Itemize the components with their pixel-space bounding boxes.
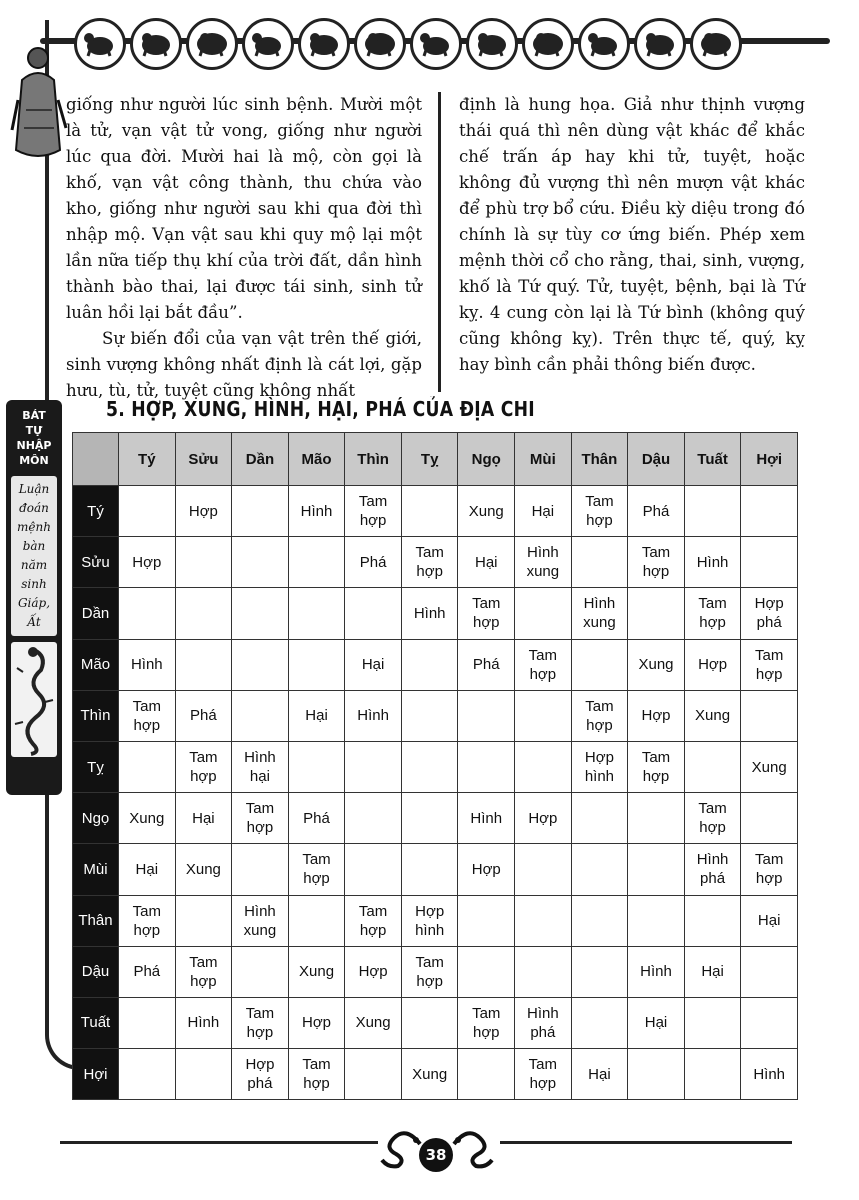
table-cell [288,741,345,792]
table-cell: Hình phá [515,997,572,1048]
series-title [6,400,62,468]
table-cell [571,895,628,946]
table-cell [628,1049,685,1100]
table-cell [175,588,232,639]
snake-icon [354,18,406,70]
chapter-subtitle-line: Giáp, [17,596,51,610]
body-left-column [66,92,422,404]
chapter-subtitle-line: mệnh [17,520,51,534]
table-cell [515,946,572,997]
table-cell [232,690,289,741]
table-cell [401,793,458,844]
series-title-line: MÔN [19,454,49,467]
table-row [73,1049,798,1100]
table-row [73,895,798,946]
table-cell: Tam hợp [515,1049,572,1100]
table-cell: Xung [175,844,232,895]
table-cell: Hợp [515,793,572,844]
table-cell [119,1049,176,1100]
series-title-line: BÁT [22,409,46,422]
table-cell: Hình xung [571,588,628,639]
table-cell: Hợp [458,844,515,895]
table-cell [345,741,402,792]
table-cell [232,537,289,588]
table-cell: Hợp [345,946,402,997]
row-header: Tuất [73,997,119,1048]
table-cell: Hại [515,486,572,537]
column-header: Tỵ [401,433,458,486]
ox-icon [130,18,182,70]
table-cell [401,690,458,741]
table-cell [175,1049,232,1100]
table-cell [628,895,685,946]
column-header: Tý [119,433,176,486]
chapter-subtitle-line: đoán [19,501,49,515]
table-cell: Tam hợp [684,793,741,844]
table-cell: Hại [458,537,515,588]
table-row [73,486,798,537]
table-cell: Tam hợp [458,997,515,1048]
left-dragon-ornament-icon [376,1118,424,1170]
table-cell [571,537,628,588]
table-cell: Phá [458,639,515,690]
table-cell: Tam hợp [458,588,515,639]
row-header: Dần [73,588,119,639]
table-cell: Phá [119,946,176,997]
table-cell: Hình phá [684,844,741,895]
table-cell [571,997,628,1048]
table-cell: Hình [345,690,402,741]
table-cell: Phá [175,690,232,741]
table-cell [288,639,345,690]
table-cell: Xung [458,486,515,537]
table-cell [571,793,628,844]
horse-icon [410,18,462,70]
table-cell [175,895,232,946]
table-cell [232,639,289,690]
table-cell: Tam hợp [119,690,176,741]
table-cell: Tam hợp [401,537,458,588]
table-row [73,639,798,690]
body-right-column [459,92,805,378]
table-cell [119,588,176,639]
table-cell: Tam hợp [571,690,628,741]
table-cell: Hình hại [232,741,289,792]
table-row [73,537,798,588]
table-row [73,844,798,895]
table-cell [458,1049,515,1100]
row-header: Dậu [73,946,119,997]
table-cell: Hình [288,486,345,537]
table-cell [741,537,798,588]
table-cell [288,588,345,639]
table-cell: Hợp [119,537,176,588]
row-header: Mão [73,639,119,690]
chapter-subtitle-line: Ất [27,615,41,629]
table-cell: Hại [345,639,402,690]
table-cell [684,895,741,946]
table-cell: Hại [571,1049,628,1100]
row-header: Hợi [73,1049,119,1100]
column-header: Thìn [345,433,402,486]
table-cell [571,844,628,895]
table-cell [684,486,741,537]
table-cell [515,895,572,946]
column-header: Tuất [684,433,741,486]
table-cell [515,690,572,741]
table-cell: Hợp phá [741,588,798,639]
table-cell: Phá [628,486,685,537]
table-cell: Tam hợp [571,486,628,537]
table-row [73,793,798,844]
table-cell [458,690,515,741]
section-title: 5. HỢP, XUNG, HÌNH, HẠI, PHÁ CỦA ĐỊA CHI [106,397,535,421]
table-cell: Hại [741,895,798,946]
table-cell [288,537,345,588]
table-cell [232,588,289,639]
table-cell [684,997,741,1048]
series-title-line: NHẬP [16,439,52,452]
table-header-row [73,433,798,486]
column-header: Thân [571,433,628,486]
table-cell: Hình [401,588,458,639]
page-number: 38 [419,1138,453,1172]
table-cell: Tam hợp [119,895,176,946]
footer-rule-right [500,1141,792,1144]
table-cell: Hợp [628,690,685,741]
table-cell: Xung [684,690,741,741]
table-cell: Hại [119,844,176,895]
body-paragraph: định là hung họa. Giả như thịnh vượng thái quá thì nên dùng vật khác để khắc chế trấn áp hay khi tử, tuyệt, hoặc không đủ vượng thì nên mượn vật khác để phù trợ bổ cứu. Điều kỳ diệu trong đó chính là sự tùy cơ ứng biến. Phép xem mệnh thời cổ cho rằng, thai, sinh, vượng, khố là Tứ quý. Tử, tuyệt, bệnh, bại là Tứ kỵ. 4 cung còn lại là Tứ bình (không quý cũng không kỵ). Trên thực tế, quý, kỵ hay bình cần phải thông biến được. [459,95,805,374]
table-cell: Hình [684,537,741,588]
table-cell [741,997,798,1048]
body-paragraph: Sự biến đổi của vạn vật trên thế giới, sinh vượng không nhất định là cát lợi, gặp hưu, tù, tử, tuyệt cũng không nhất [66,329,422,400]
table-cell: Hại [684,946,741,997]
row-header: Ngọ [73,793,119,844]
table-cell [684,1049,741,1100]
table-cell: Hình [628,946,685,997]
table-cell: Xung [628,639,685,690]
table-cell: Hợp hình [401,895,458,946]
table-cell [571,639,628,690]
table-cell: Phá [345,537,402,588]
table-cell: Hình xung [232,895,289,946]
table-cell [515,844,572,895]
table-cell [628,588,685,639]
table-cell [628,844,685,895]
footer-rule-left [60,1141,378,1144]
table-cell: Hình [458,793,515,844]
table-cell: Tam hợp [175,946,232,997]
table-cell [232,844,289,895]
table-cell [345,844,402,895]
table-cell: Tam hợp [401,946,458,997]
table-cell: Tam hợp [175,741,232,792]
table-cell: Phá [288,793,345,844]
dragon-icon [298,18,350,70]
table-cell: Hợp hình [571,741,628,792]
table-cell: Hợp [175,486,232,537]
tiger-face-icon [242,18,294,70]
table-cell [741,793,798,844]
sage-figure-icon [8,40,70,170]
table-cell [401,639,458,690]
zodiac-banner [74,18,824,70]
chapter-subtitle [11,476,57,636]
table-cell: Tam hợp [288,1049,345,1100]
table-cell [345,588,402,639]
table-cell [741,690,798,741]
table-cell: Hại [628,997,685,1048]
table-cell: Tam hợp [684,588,741,639]
right-dragon-ornament-icon [450,1118,498,1170]
table-cell: Tam hợp [741,639,798,690]
table-cell [288,895,345,946]
table-cell: Tam hợp [741,844,798,895]
table-cell [232,946,289,997]
table-cell: Tam hợp [628,537,685,588]
table-cell: Hình [175,997,232,1048]
table-cell [458,741,515,792]
table-row [73,946,798,997]
table-cell [345,793,402,844]
chapter-subtitle-line: năm [20,558,48,572]
table-cell: Hình xung [515,537,572,588]
table-row [73,997,798,1048]
column-header: Ngọ [458,433,515,486]
table-cell [401,486,458,537]
table-cell: Tam hợp [628,741,685,792]
table-row [73,741,798,792]
tiger-icon [186,18,238,70]
table-cell [458,895,515,946]
goat-icon [466,18,518,70]
table-cell: Xung [288,946,345,997]
table-row [73,588,798,639]
table-cell: Hại [175,793,232,844]
row-header: Tỵ [73,741,119,792]
table-cell: Tam hợp [288,844,345,895]
table-cell [232,486,289,537]
table-cell: Xung [345,997,402,1048]
chapter-subtitle-line: Luận [18,482,50,496]
dragon-icon [11,642,57,757]
table-cell: Xung [119,793,176,844]
column-header: Mùi [515,433,572,486]
table-cell: Hợp [684,639,741,690]
table-cell [119,997,176,1048]
table-corner-cell [73,433,119,486]
table-row [73,690,798,741]
table-cell: Tam hợp [345,895,402,946]
column-header: Sửu [175,433,232,486]
monkey-icon [522,18,574,70]
table-cell: Hình [741,1049,798,1100]
table-cell: Hình [119,639,176,690]
table-cell [741,486,798,537]
table-cell: Tam hợp [345,486,402,537]
chapter-subtitle-line: bàn [22,539,46,553]
table-cell [571,946,628,997]
table-cell: Tam hợp [232,793,289,844]
chapter-side-tab [6,400,62,795]
table-cell [119,741,176,792]
table-cell: Tam hợp [232,997,289,1048]
table-cell [401,741,458,792]
table-cell [119,486,176,537]
table-cell: Hợp phá [232,1049,289,1100]
table-cell [515,741,572,792]
table-cell: Hợp [288,997,345,1048]
table-cell [628,793,685,844]
row-header: Mùi [73,844,119,895]
rat-icon [74,18,126,70]
column-header: Dậu [628,433,685,486]
row-header: Sửu [73,537,119,588]
table-cell: Hại [288,690,345,741]
rooster-icon [578,18,630,70]
table-cell: Tam hợp [515,639,572,690]
dog-icon [634,18,686,70]
column-header: Mão [288,433,345,486]
body-paragraph: giống như người lúc sinh bệnh. Mười một là tử, vạn vật tử vong, giống như người lúc qua đời. Mười hai là mộ, còn gọi là khố, vạn vật công thành, thu chứa vào kho, giống như người sau khi qua đời thì nhập mộ. Vạn vật sau khi quy mộ lại một lần nữa tiếp thụ khí của trời đất, dần hình thành bào thai, lại được tái sinh, sinh tử luân hồi lại bắt đầu”. [66,95,422,322]
earthly-branch-relations-table [72,432,798,1100]
table-cell [515,588,572,639]
table-cell [458,946,515,997]
table-cell [175,537,232,588]
row-header: Tý [73,486,119,537]
row-header: Thìn [73,690,119,741]
table-cell [684,741,741,792]
table-cell [345,1049,402,1100]
row-header: Thân [73,895,119,946]
series-title-line: TỰ [25,424,43,437]
pig-icon [690,18,742,70]
table-cell [175,639,232,690]
chapter-subtitle-line: sinh [21,577,47,591]
column-header: Hợi [741,433,798,486]
column-header: Dần [232,433,289,486]
table-cell: Xung [741,741,798,792]
table-cell [741,946,798,997]
column-divider [438,92,441,392]
table-cell [401,997,458,1048]
table-cell [401,844,458,895]
table-cell: Xung [401,1049,458,1100]
